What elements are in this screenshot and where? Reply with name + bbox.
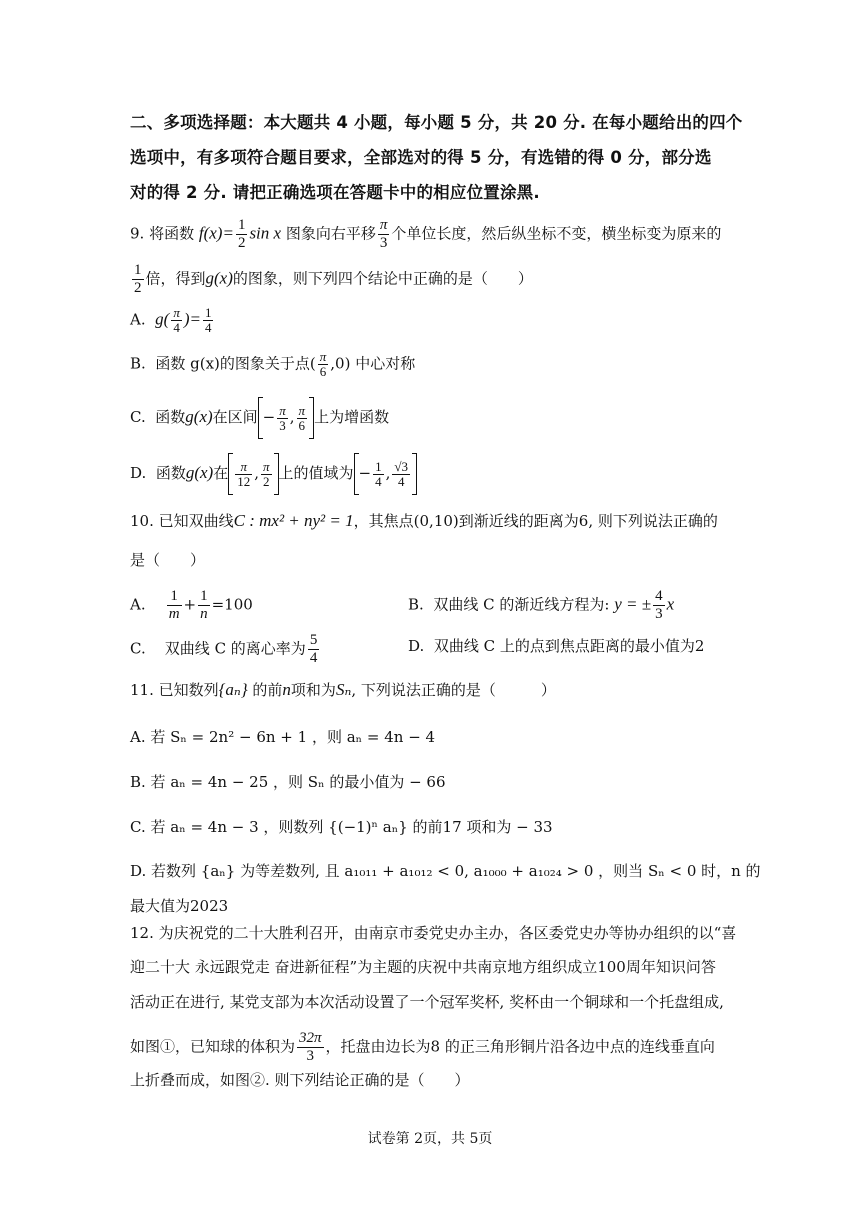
q10-b-label: B. — [408, 595, 424, 614]
section-heading-line-1: 二、多项选择题：本大题共 4 小题，每小题 5 分，共 20 分. 在每小题给出的四个 — [130, 113, 743, 132]
q10-c-frac: $\frac{5}{4}$ — [309, 632, 318, 666]
q12-line-3: 活动正在进行, 某党支部为本次活动设置了一个冠军奖杯, 奖杯由一个铜球和一个托盘组成, — [130, 993, 724, 1011]
q11-seq: {aₙ} — [218, 680, 248, 699]
q10-b-x: x — [666, 594, 675, 614]
q9-c-text-a: 函数 — [155, 408, 186, 426]
q9-c-comma: , — [289, 408, 295, 426]
q9-a-label: A. — [130, 310, 146, 329]
q10-dist: 6 — [578, 512, 589, 530]
q10-stem-c: 到渐近线的距离为 — [458, 512, 579, 530]
q10-option-b — [408, 588, 674, 623]
q9-c-minus: − — [262, 408, 276, 426]
page-footer: 试卷第 2页，共 5页 — [367, 1131, 493, 1147]
q9-fx: f(x)= — [198, 223, 234, 243]
q12-line-1: 12. 为庆祝党的二十大胜利召开，由南京市委党史办主办，各区委党史办等协办组织的以“喜 — [130, 924, 737, 942]
q11-stem-b: 的前 — [252, 681, 283, 699]
q9-d-comma2: , — [385, 464, 391, 482]
q9-d-gx: g(x) — [185, 463, 214, 482]
q9-stem-d: 倍，得到 — [145, 269, 206, 288]
q11-n: n — [282, 680, 291, 699]
q10-d-label: D. — [408, 637, 425, 655]
q11-stem-d: , 下列说法正确的是（ ） — [351, 681, 556, 699]
q9-c-gx: g(x) — [185, 407, 213, 426]
q11-sn: Sₙ — [335, 680, 352, 699]
q9-shift-frac: $\frac{\pi}{3}$ — [379, 217, 388, 251]
q12-volume-frac: $\frac{32\pi}{3}$ — [299, 1030, 322, 1064]
q10-stem-d: , 则下列说法正确的 — [588, 512, 718, 530]
q10-d-value: 2 — [694, 637, 705, 655]
q10-b-eq: y = ± — [614, 594, 652, 614]
q10-curve: C : mx² + ny² = 1 — [233, 511, 354, 530]
q10-option-c — [130, 632, 321, 667]
q9-stem-line-2 — [130, 262, 533, 297]
q9-c-frac2: $\frac{\pi}{6}$ — [298, 402, 306, 433]
q9-b-text-a: 函数 g(x)的图象关于点 — [155, 354, 310, 373]
q11-option-a: A. 若 Sₙ = 2n² − 6n + 1 ，则 aₙ = 4n − 4 — [130, 728, 436, 746]
q10-a-frac1: $\frac{1}{m}$ — [168, 588, 180, 622]
q11-stem-c: 项和为 — [290, 681, 336, 699]
section-heading-line-2: 选项中，有多项符合题目要求，全部选对的得 5 分，有选错的得 0 分，部分选 — [130, 148, 712, 167]
q9-c-text-b: 在区间 — [212, 408, 258, 426]
section-heading-line-3: 对的得 2 分. 请把正确选项在答题卡中的相应位置涂黑. — [130, 183, 540, 202]
q9-c-label: C. — [130, 408, 146, 426]
q10-c-label: C. — [130, 639, 146, 658]
q10-b-text: 双曲线 C 的渐近线方程为: — [433, 595, 610, 614]
q10-stem-b: ，其焦点 — [353, 512, 414, 530]
q10-a-label: A. — [130, 595, 146, 614]
q12-line-5: 上折叠而成，如图②. 则下列结论正确的是（ ） — [130, 1071, 470, 1089]
q9-d-text-a: 函数 — [155, 464, 186, 482]
q10-stem-line-2: 是（ ） — [130, 551, 206, 569]
q11-option-d: D. 若数列 {aₙ} 为等差数列, 且 a₁₀₁₁ + a₁₀₁₂ < 0, a₁₀₀₀ + a₁₀₂₄ > 0 ，则当 Sₙ < 0 时，n 的 — [130, 862, 761, 880]
q9-a-frac2: $\frac{1}{4}$ — [204, 305, 212, 335]
q9-option-a — [130, 306, 215, 335]
q9-stem-e: 的图象，则下列四个结论中正确的是（ ） — [232, 269, 533, 288]
q9-a-expr-a: g( — [155, 309, 170, 329]
q9-stem-a: 9. 将函数 — [130, 224, 195, 243]
q12-line-4 — [130, 1030, 715, 1065]
q9-d-text-c: 上的值域为 — [278, 464, 354, 482]
q9-d-label: D. — [130, 464, 147, 482]
q11-stem-a: 11. 已知数列 — [130, 681, 219, 699]
q9-option-d — [130, 453, 417, 495]
q10-a-plus: + — [183, 595, 197, 614]
q9-d-text-b: 在 — [213, 464, 229, 482]
q9-sin: sin x — [249, 223, 282, 243]
q9-d-minus: − — [358, 464, 372, 482]
q9-b-frac: $\frac{\pi}{6}$ — [319, 349, 327, 379]
q9-stem-b: 图象向右平移 — [285, 224, 376, 243]
q12-l4b: ，托盘由边长为8 的正三角形铜片沿各边中点的连线垂直向 — [325, 1037, 715, 1056]
q9-b-paren: ( — [309, 354, 316, 373]
q9-c-text-c: 上为增函数 — [314, 408, 390, 426]
q10-option-a — [130, 588, 253, 623]
q9-d-frac2: $\frac{\pi}{2}$ — [263, 458, 270, 489]
q11-stem — [130, 680, 556, 700]
q10-b-frac: $\frac{4}{3}$ — [655, 588, 663, 622]
q11-option-d-cont: 最大值为2023 — [130, 897, 229, 915]
q10-d-text: 双曲线 C 上的点到焦点距离的最小值为 — [433, 637, 695, 655]
q9-d-frac3: $\frac{1}{4}$ — [375, 458, 382, 489]
q9-b-label: B. — [130, 354, 146, 373]
q9-d-bracket1-left — [228, 453, 233, 495]
q10-c-text: 双曲线 C 的离心率为 — [164, 639, 306, 658]
q10-option-d — [408, 636, 704, 656]
q9-scale-frac: $\frac{1}{2}$ — [134, 262, 142, 296]
q11-option-b: B. 若 aₙ = 4n − 25 ，则 Sₙ 的最小值为 − 66 — [130, 773, 446, 791]
q9-option-b — [130, 350, 415, 379]
q9-c-frac1: $\frac{\pi}{3}$ — [279, 402, 286, 433]
q9-stem-c: 个单位长度，然后纵坐标不变，横坐标变为原来的 — [391, 224, 722, 243]
q9-b-text-b: ,0) 中心对称 — [330, 354, 416, 373]
q9-d-comma1: , — [254, 464, 259, 482]
q9-d-frac1: $\frac{\pi}{12}$ — [237, 458, 251, 489]
q9-option-c — [130, 397, 389, 439]
q9-stem-line-1 — [130, 217, 721, 252]
q9-d-bracket2-right — [412, 453, 417, 495]
q10-a-eq: =100 — [211, 595, 253, 614]
q12-line-2: 迎二十大 永远跟党走 奋进新征程”为主题的庆祝中共南京地方组织成立100周年知识问答 — [130, 958, 716, 976]
q9-a-expr-b: )= — [183, 309, 201, 329]
q10-focus: (0,10) — [413, 512, 459, 530]
q10-a-frac2: $\frac{1}{n}$ — [200, 588, 208, 622]
q10-stem-a: 10. 已知双曲线 — [130, 512, 234, 530]
q9-gx: g(x) — [205, 268, 233, 288]
q11-option-c: C. 若 aₙ = 4n − 3 ，则数列 {(−1)ⁿ aₙ} 的前17 项和为 − 33 — [130, 818, 553, 836]
q9-d-frac4: $\frac{√3}{4}$ — [394, 458, 409, 489]
q9-a-frac1: $\frac{\pi}{4}$ — [173, 305, 180, 335]
q12-l4a: 如图①，已知球的体积为 — [130, 1037, 296, 1056]
q9-half-frac: $\frac{1}{2}$ — [237, 217, 246, 251]
q10-stem-line-1 — [130, 511, 718, 531]
